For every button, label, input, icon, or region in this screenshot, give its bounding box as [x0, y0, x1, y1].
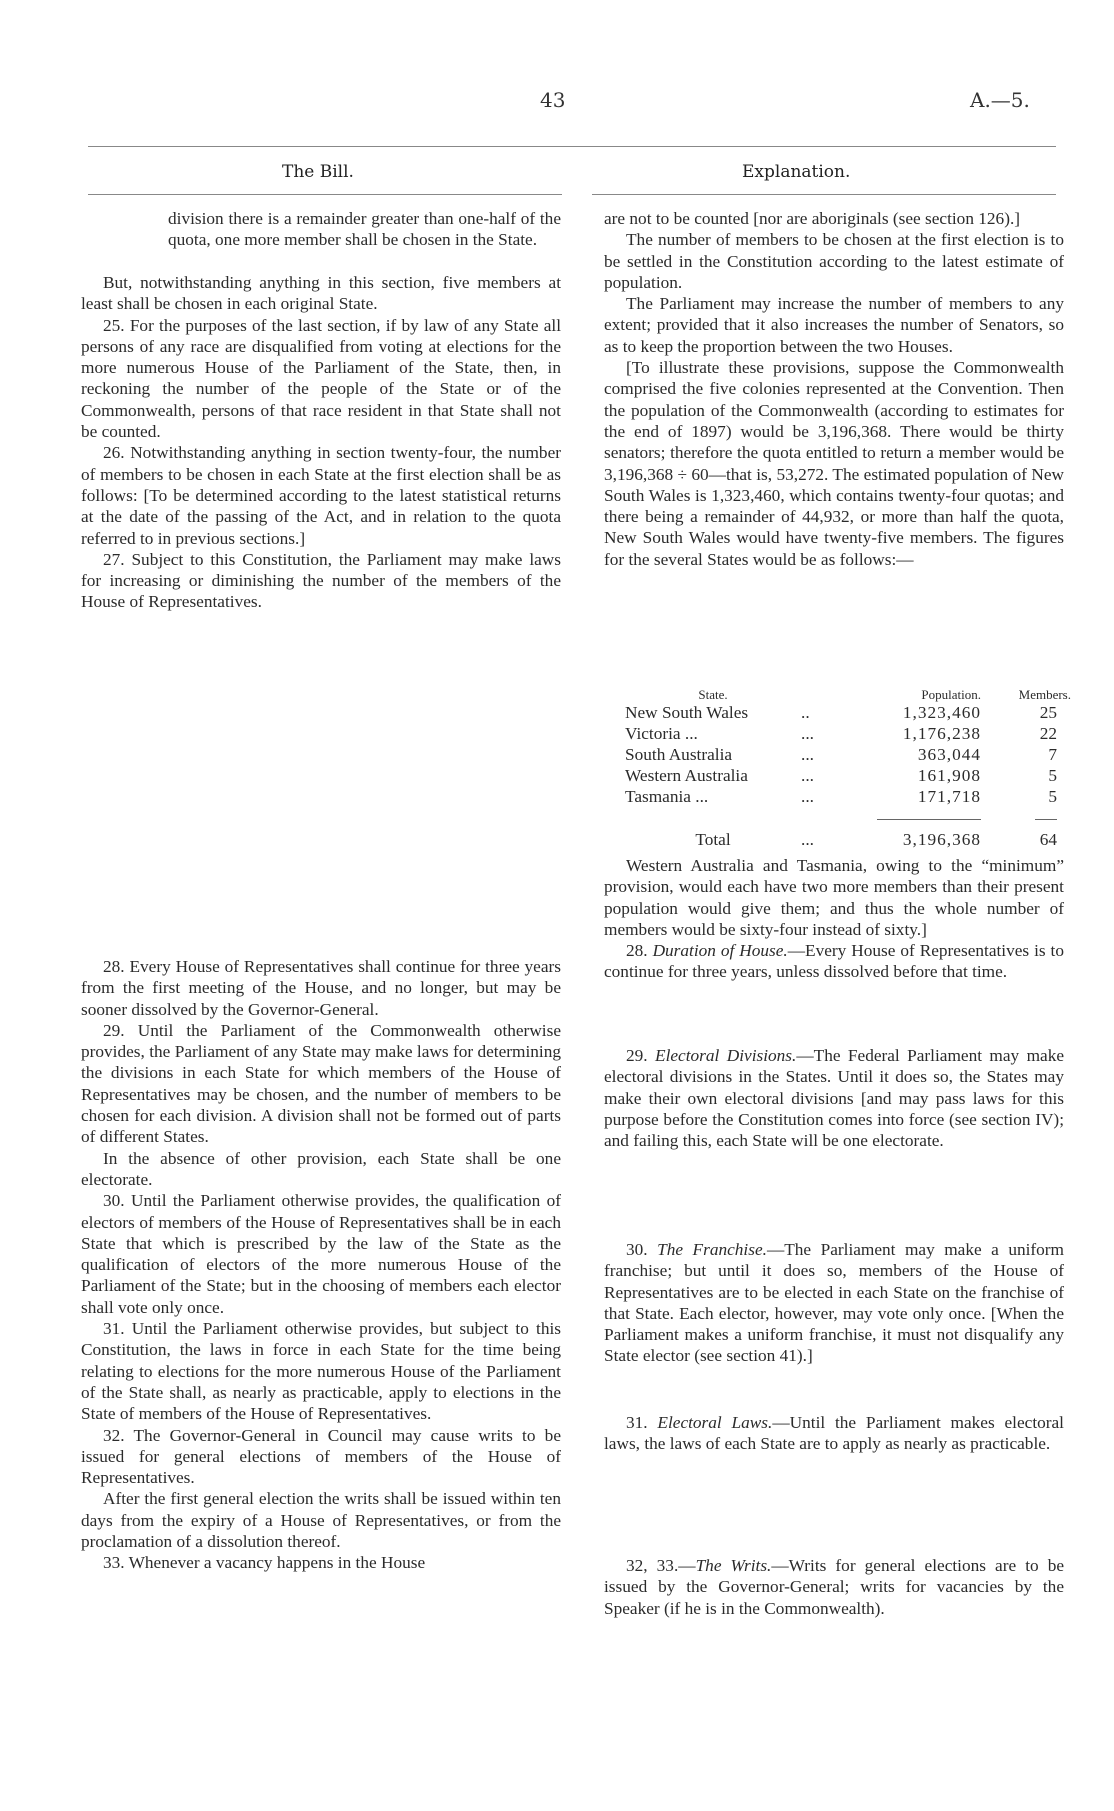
spacer — [801, 807, 871, 829]
leader-dots: ... — [801, 745, 814, 764]
leader-dots: .. — [801, 703, 810, 722]
sum-rule-population — [877, 819, 981, 820]
section-number: 28. — [626, 941, 648, 961]
population-table — [625, 687, 1071, 850]
leader-dots: ... — [801, 830, 814, 849]
members-value: 5 — [1048, 787, 1057, 806]
header-population: Population. — [921, 687, 981, 702]
section-text: —Writs for general elections are to be issued by the Governor-General; writs for vacancies by the Speaker (if he is in the Commonwealth). — [604, 1556, 1065, 1618]
section-text: —Every House of Representatives is to continue for three years, unless dissolved before that time. — [604, 941, 1064, 982]
sum-rule-members — [1035, 819, 1057, 820]
section-title: The Franchise. — [657, 1240, 767, 1259]
paragraph — [604, 1045, 1064, 1151]
sum-rule — [871, 807, 981, 829]
explanation-p1: are not to be counted [nor are aboriginals (see section 126).] — [604, 209, 1021, 228]
population-value: 171,718 — [917, 787, 981, 806]
leader-dots: ... — [801, 766, 814, 785]
header-state: State. — [698, 687, 728, 702]
state-name: Western Australia — [625, 766, 748, 785]
header-rule — [88, 146, 1056, 147]
paragraph — [604, 1412, 1064, 1455]
explanation-section-29 — [604, 1045, 1064, 1151]
header-spacer — [801, 687, 871, 702]
state-name: South Australia — [625, 745, 733, 764]
column-heading-explanation: Explanation. — [742, 162, 851, 182]
bill-section-30: 30. Until the Parliament otherwise provides, the qualification of electors of members of the House of Representatives shall be in each State that which is prescribed by the law of the State as the qualification of electors of the more numerous House of the Parliament of the State; but in the choosing of members each elector shall vote only once. — [81, 1191, 561, 1317]
table-sum-rule-row — [625, 807, 1071, 829]
bill-section-33-start: 33. Whenever a vacancy happens in the House — [103, 1553, 426, 1573]
state-name: New South Wales — [625, 703, 749, 722]
explanation-p3: The Parliament may increase the number of members to any extent; provided that it also increases the number of Senators, so as to keep the proportion between the two Houses. — [604, 294, 1064, 356]
explanation-p4: [To illustrate these provisions, suppose the Commonwealth comprised the five colonies represented at the Convention. Then the population of the Commonwealth (according to estimates for the end of 1897) would be 3,196,368. There would be thirty senators; therefore the quota entitled to return a member would be 3,196,368 ÷ 60—that is, 53,272. The estimated population of New South Wales is 1,323,460, which contains twenty-four quotas; and there being a remainder of 44,932, or more than half the quota, New South Wales would have twenty-five members. The figures for the several States would be as follows:— — [604, 358, 1064, 569]
section-number: 29. — [626, 1046, 648, 1065]
paragraph: division there is a remainder greater than one-half of the quota, one more member shall be chosen in the State. — [168, 209, 561, 250]
bill-section-29-absence: In the absence of other provision, each State shall be one electorate. — [81, 1148, 561, 1189]
explanation-intro — [604, 208, 1064, 570]
bill-sections-24-27 — [81, 272, 561, 613]
population-value: 1,323,460 — [902, 703, 981, 722]
bill-s24-continuation — [168, 208, 561, 251]
table-row — [625, 744, 1071, 765]
section-number: 32, 33.— — [626, 1556, 696, 1575]
column-heading-bill: The Bill. — [282, 162, 354, 182]
explanation-section-31 — [604, 1412, 1064, 1455]
page-reference: A.—5. — [970, 88, 1030, 112]
column-rule-left — [88, 194, 562, 195]
table-row — [625, 786, 1071, 807]
explanation-section-32-33 — [604, 1555, 1064, 1619]
bill-section-32-after: After the first general election the writs shall be issued within ten days from the expiry of a House of Representatives, or from the proclamation of a dissolution thereof. — [81, 1489, 561, 1552]
leader-dots: ... — [801, 724, 814, 743]
total-label: Total — [695, 830, 731, 849]
section-number: 31. — [626, 1413, 648, 1432]
total-members: 64 — [1039, 830, 1057, 849]
population-value: 161,908 — [917, 766, 981, 785]
section-title: Duration of House. — [652, 941, 788, 961]
spacer — [625, 807, 801, 829]
section-text: —The Parliament may make a uniform franchise; but until it does so, members of the House of Representatives are to be elected in each State on the franchise of that State. Each elector, however, may vote only once. [When the Parliament makes a uniform franchise, it must not disqualify any State elector (see section 41).] — [604, 1240, 1065, 1366]
explanation-section-28 — [604, 940, 1064, 983]
paragraph — [604, 1239, 1064, 1367]
header-members: Members. — [1018, 687, 1071, 702]
population-value: 363,044 — [917, 745, 981, 764]
table-row — [625, 723, 1071, 744]
paragraph — [604, 1555, 1064, 1619]
section-title: Electoral Laws. — [657, 1413, 773, 1432]
population-value: 1,176,238 — [902, 724, 981, 743]
bill-s24-proviso: But, notwithstanding anything in this section, five members at least shall be chosen in each original State. — [81, 273, 561, 314]
leader-dots: ... — [801, 787, 814, 806]
bill-section-25: 25. For the purposes of the last section, if by law of any State all persons of any race are disqualified from voting at elections for the more numerous House of the Parliament of the State, then, in reckoning the number of the people of the State or of the Commonwealth, persons of that race resident in that State shall not be counted. — [81, 315, 561, 442]
bill-section-31: 31. Until the Parliament otherwise provides, but subject to this Constitution, the laws in force in each State for the time being relating to elections for the more numerous House of the Parliament of the State shall, as nearly as practicable, apply to elections in the State of members of the House of Representatives. — [81, 1319, 561, 1424]
section-title: Electoral Divisions. — [655, 1046, 797, 1065]
total-population: 3,196,368 — [902, 830, 981, 849]
page-number: 43 — [540, 88, 566, 112]
sum-rule — [981, 807, 1071, 829]
explanation-p2: The number of members to be chosen at the first election is to be settled in the Constitution according to the latest estimate of population. — [604, 230, 1064, 292]
members-value: 5 — [1048, 766, 1057, 785]
bill-section-26: 26. Notwithstanding anything in section twenty-four, the number of members to be chosen in each State at the first election shall be as follows: [To be determined according to the latest statistical returns at the date of the passing of the Act, and in relation to the quota referred to in previous sections.] — [81, 443, 561, 548]
table-total-row — [625, 829, 1071, 850]
members-value: 25 — [1039, 703, 1057, 722]
bill-section-27: 27. Subject to this Constitution, the Parliament may make laws for increasing or diminishing the number of the members of the House of Representatives. — [81, 549, 561, 612]
column-rule-right — [592, 194, 1056, 195]
explanation-section-30 — [604, 1239, 1064, 1367]
explanation-after-table — [604, 855, 1064, 983]
bill-section-32: 32. The Governor-General in Council may cause writs to be issued for general elections of members of the House of Representatives. — [81, 1425, 561, 1488]
bill-sections-28-33 — [81, 956, 561, 1574]
members-value: 7 — [1048, 745, 1057, 764]
members-value: 22 — [1039, 724, 1057, 743]
table-row — [625, 702, 1071, 723]
section-text: —The Federal Parliament may make electoral divisions in the States. Until it does so, the States may make their own electoral divisions [and may pass laws for this purpose before the Constitution comes into force (see section IV); and failing this, each State will be one electorate. — [604, 1046, 1065, 1151]
section-title: The Writs. — [695, 1556, 772, 1575]
state-name: Tasmania ... — [625, 787, 709, 806]
explanation-p5: Western Australia and Tasmania, owing to the “minimum” provision, would each have two more members than their present population would give them; and thus the whole number of members would be sixty-four instead of sixty.] — [604, 856, 1064, 939]
section-number: 30. — [626, 1240, 648, 1259]
table-row — [625, 765, 1071, 786]
bill-section-29: 29. Until the Parliament of the Commonwealth otherwise provides, the Parliament of any State may make laws for determining the divisions in each State for which members of the House of Representatives may be chosen, and the number of members to be chosen for each division. A division shall not be formed out of parts of different States. — [81, 1020, 561, 1147]
bill-section-28: 28. Every House of Representatives shall continue for three years from the first meeting of the House, and no longer, but may be sooner dissolved by the Governor-General. — [81, 957, 561, 1019]
state-name: Victoria ... — [625, 724, 698, 743]
table-header-row — [625, 687, 1071, 702]
section-text: —Until the Parliament makes electoral laws, the laws of each State are to apply as nearly as practicable. — [604, 1413, 1064, 1454]
